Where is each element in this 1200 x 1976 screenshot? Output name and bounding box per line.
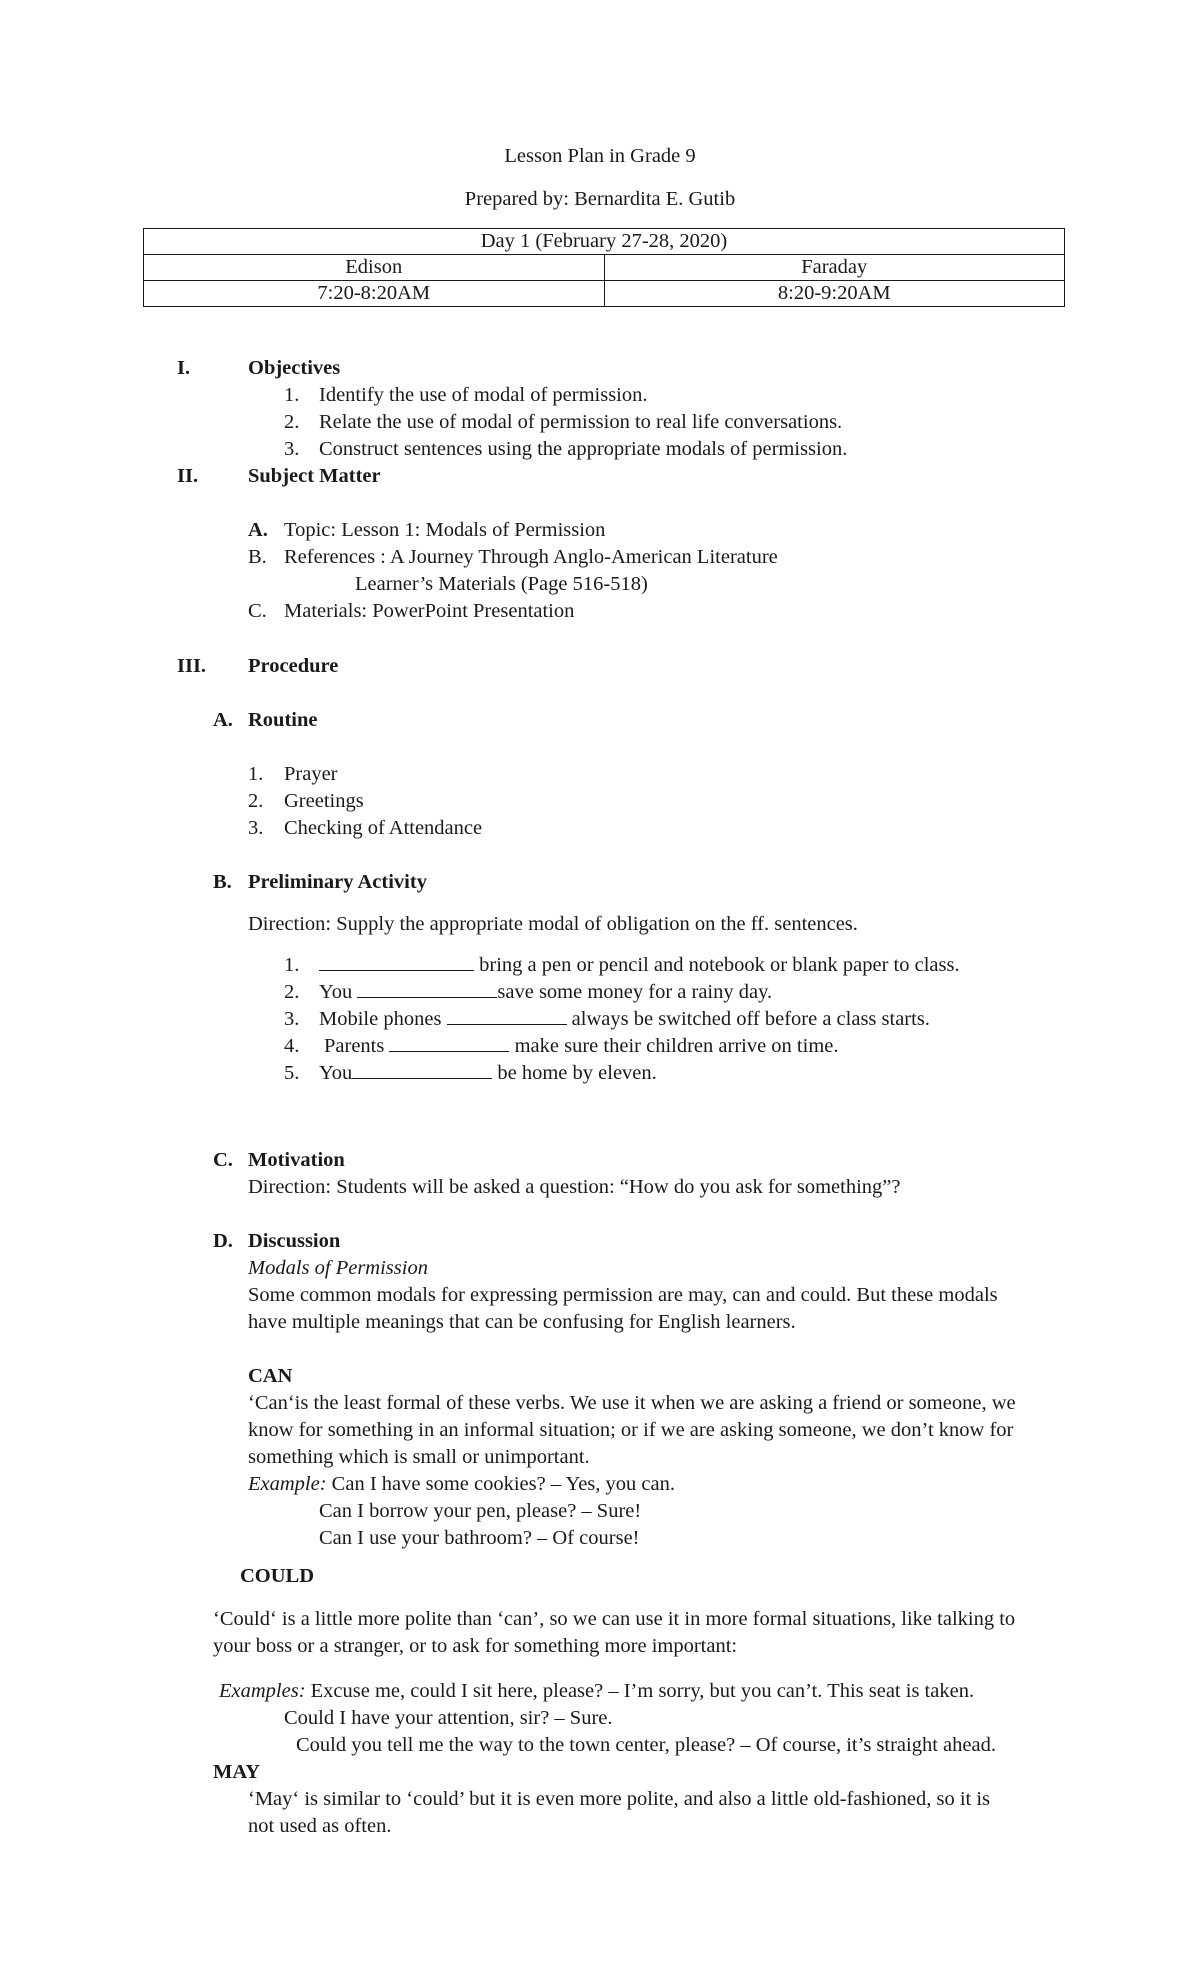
materials-text: Materials: PowerPoint Presentation xyxy=(284,600,575,622)
references-letter: B. xyxy=(248,546,267,568)
could-example-2: Could I have your attention, sir? – Sure. xyxy=(284,1707,613,1729)
exercise-4-blank xyxy=(389,1050,509,1052)
could-example-label: Examples: xyxy=(219,1680,306,1702)
objective-2-text: Relate the use of modal of permission to real life conversations. xyxy=(319,411,843,433)
procedure-heading: Procedure xyxy=(248,655,339,677)
exercise-5-num: 5. xyxy=(284,1062,300,1084)
schedule-section-row xyxy=(144,255,1065,281)
routine-1-num: 1. xyxy=(248,763,264,785)
objective-1-text: Identify the use of modal of permission. xyxy=(319,384,648,406)
can-example-3: Can I use your bathroom? – Of course! xyxy=(319,1527,640,1549)
can-body-line-3: something which is small or unimportant. xyxy=(248,1446,590,1468)
prepared-by: Prepared by: Bernardita E. Gutib xyxy=(464,188,736,210)
routine-2-text: Greetings xyxy=(284,790,364,812)
time-edison: 7:20-8:20AM xyxy=(144,281,605,307)
discussion-intro-line-2: have multiple meanings that can be confusing for English learners. xyxy=(248,1311,796,1333)
references-text: References : A Journey Through Anglo-American Literature xyxy=(284,546,778,568)
exercise-3-num: 3. xyxy=(284,1008,300,1030)
exercise-2-after: save some money for a rainy day. xyxy=(497,981,773,1003)
discussion-letter: D. xyxy=(213,1230,233,1252)
routine-2-num: 2. xyxy=(248,790,264,812)
schedule-day-row xyxy=(144,229,1065,255)
can-example-1 xyxy=(248,1474,675,1495)
exercise-2 xyxy=(319,982,772,1003)
objective-2-num: 2. xyxy=(284,411,300,433)
exercise-2-num: 2. xyxy=(284,981,300,1003)
exercise-3-after: always be switched off before a class starts. xyxy=(571,1008,930,1030)
topic-letter: A. xyxy=(248,519,268,541)
exercise-4-before: Parents xyxy=(324,1035,385,1057)
routine-3-num: 3. xyxy=(248,817,264,839)
could-body-line-1: ‘Could‘ is a little more polite than ‘can’, so we can use it in more formal situations, like talking to xyxy=(213,1608,1016,1630)
may-body-line-2: not used as often. xyxy=(248,1815,392,1837)
exercise-5 xyxy=(319,1063,657,1084)
could-example-1-text: Excuse me, could I sit here, please? – I’m sorry, but you can’t. This seat is taken. xyxy=(310,1680,975,1702)
exercise-3 xyxy=(319,1009,930,1030)
preliminary-direction: Direction: Supply the appropriate modal of obligation on the ff. sentences. xyxy=(248,913,858,935)
exercise-1-num: 1. xyxy=(284,954,300,976)
routine-1-text: Prayer xyxy=(284,763,338,785)
exercise-1-after: bring a pen or pencil and notebook or blank paper to class. xyxy=(479,954,960,976)
preliminary-letter: B. xyxy=(213,871,232,893)
section-faraday: Faraday xyxy=(604,255,1065,281)
routine-letter: A. xyxy=(213,709,233,731)
motivation-letter: C. xyxy=(213,1149,233,1171)
could-example-1 xyxy=(219,1681,974,1702)
discussion-intro-line-1: Some common modals for expressing permission are may, can and could. But these modals xyxy=(248,1284,998,1306)
motivation-heading: Motivation xyxy=(248,1149,345,1171)
can-example-1-text: Can I have some cookies? – Yes, you can. xyxy=(331,1473,675,1495)
subject-matter-numeral: II. xyxy=(177,465,199,487)
exercise-5-after: be home by eleven. xyxy=(497,1062,657,1084)
schedule-time-row xyxy=(144,281,1065,307)
can-body-line-1: ‘Can‘is the least formal of these verbs. We use it when we are asking a friend or someone, we xyxy=(248,1392,1016,1414)
can-heading: CAN xyxy=(248,1365,293,1387)
exercise-1 xyxy=(319,955,960,976)
can-example-label: Example: xyxy=(248,1473,327,1495)
objectives-numeral: I. xyxy=(177,357,191,379)
can-body-line-2: know for something in an informal situation; or if we are asking someone, we don’t know for xyxy=(248,1419,1014,1441)
objective-3-text: Construct sentences using the appropriate modals of permission. xyxy=(319,438,848,460)
preliminary-heading: Preliminary Activity xyxy=(248,871,427,893)
time-faraday: 8:20-9:20AM xyxy=(604,281,1065,307)
discussion-subtitle: Modals of Permission xyxy=(248,1257,428,1279)
schedule-day: Day 1 (February 27-28, 2020) xyxy=(144,229,1065,255)
routine-heading: Routine xyxy=(248,709,318,731)
exercise-4-num: 4. xyxy=(284,1035,300,1057)
subject-matter-heading: Subject Matter xyxy=(248,465,381,487)
objective-1-num: 1. xyxy=(284,384,300,406)
exercise-5-blank xyxy=(352,1077,492,1079)
exercise-2-blank xyxy=(357,996,497,998)
could-example-3: Could you tell me the way to the town center, please? – Of course, it’s straight ahead. xyxy=(296,1734,996,1756)
objective-3-num: 3. xyxy=(284,438,300,460)
exercise-3-blank xyxy=(447,1023,567,1025)
topic-text: Topic: Lesson 1: Modals of Permission xyxy=(284,519,606,541)
discussion-heading: Discussion xyxy=(248,1230,341,1252)
exercise-1-blank xyxy=(319,969,474,971)
section-edison: Edison xyxy=(144,255,605,281)
page-title: Lesson Plan in Grade 9 xyxy=(504,145,696,167)
procedure-numeral: III. xyxy=(177,655,207,677)
exercise-3-before: Mobile phones xyxy=(319,1008,442,1030)
objectives-heading: Objectives xyxy=(248,357,341,379)
could-body-line-2: your boss or a stranger, or to ask for something more important: xyxy=(213,1635,738,1657)
exercise-2-before: You xyxy=(319,981,353,1003)
schedule-table xyxy=(143,228,1065,307)
motivation-direction: Direction: Students will be asked a question: “How do you ask for something”? xyxy=(248,1176,901,1198)
exercise-5-before: You xyxy=(319,1062,353,1084)
could-heading: COULD xyxy=(240,1565,315,1587)
routine-3-text: Checking of Attendance xyxy=(284,817,483,839)
materials-letter: C. xyxy=(248,600,267,622)
may-heading: MAY xyxy=(213,1761,261,1783)
exercise-4 xyxy=(324,1036,839,1057)
references-text-cont: Learner’s Materials (Page 516-518) xyxy=(355,573,648,595)
exercise-4-after: make sure their children arrive on time. xyxy=(514,1035,839,1057)
may-body-line-1: ‘May‘ is similar to ‘could’ but it is even more polite, and also a little old-fashioned, so it is xyxy=(248,1788,991,1810)
can-example-2: Can I borrow your pen, please? – Sure! xyxy=(319,1500,642,1522)
